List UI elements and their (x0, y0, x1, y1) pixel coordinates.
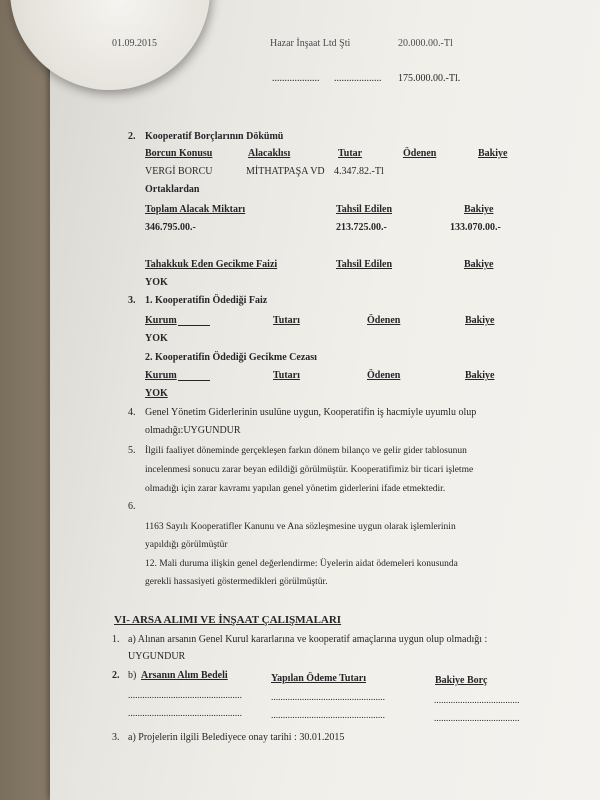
s3-header-kurum-2: Kurum (145, 370, 177, 381)
section-3-title-1: 1. Kooperatifin Ödediği Faiz (145, 295, 268, 306)
vi-item-3-number: 3. (112, 732, 120, 743)
section-4-line-1: Genel Yönetim Giderlerinin usulüne uygun, Kooperatifin iş hacmiyle uyumlu olup (145, 407, 477, 418)
t2-cell-tahsil: 213.725.00.- (336, 222, 387, 233)
s3-yok-2: YOK (145, 388, 168, 399)
vi-item-1-line-1: a) Alınan arsanın Genel Kurul kararlarına ve kooperatif amaçlarına uygun olup olmadığı : (128, 634, 488, 645)
vi-dots-r1-c1: ................................................ (128, 691, 242, 701)
s3-yok-1: YOK (145, 333, 168, 344)
section-3-title-2: 2. Kooperatifin Ödediği Gecikme Cezası (145, 352, 317, 363)
document-page (50, 0, 600, 800)
t2-header-bakiye: Bakiye (464, 204, 494, 215)
t3-header-bakiye: Bakiye (464, 259, 494, 270)
t1-header-odenen: Ödenen (403, 148, 437, 159)
t2-cell-toplam: 346.795.00.- (145, 222, 196, 233)
vi-header-bakiye-borc: Bakiye Borç (435, 675, 488, 686)
vi-dots-r2-c1: ................................................ (128, 709, 242, 719)
t1-header-borcun-konusu: Borcun Konusu (145, 148, 213, 159)
s3-header-bakiye-2: Bakiye (465, 370, 495, 381)
t3-cell-yok: YOK (145, 277, 168, 288)
t1-cell-konu: VERGİ BORCU (145, 166, 213, 177)
section-6-line-3: 12. Mali duruma ilişkin genel değerlendirme: Üyelerin aidat ödemeleri konusunda (145, 559, 458, 569)
section-6-line-2: yapıldığı görülmüştür (145, 540, 228, 550)
t1-cell-tutar: 4.347.82.-Tl (334, 166, 384, 177)
t1-header-bakiye: Bakiye (478, 148, 508, 159)
section-5-line-3: olmadığı için zarar kavramı yapılan genel yönetim giderlerini ifade etmektedir. (145, 484, 446, 494)
header-amount-2: 175.000.00.-Tl. (398, 73, 461, 84)
t2-header-tahsil-edilen: Tahsil Edilen (336, 204, 393, 215)
section-2-title: Kooperatif Borçlarının Dökümü (145, 131, 284, 142)
vi-dots-r1-c2: ................................................ (271, 693, 385, 703)
section-4-number: 4. (128, 407, 136, 418)
vi-item-2-number: 2. (112, 670, 120, 681)
vi-dots-r2-c2: ................................................ (271, 711, 385, 721)
s3-header-tutari-1: Tutarı (273, 315, 300, 326)
vi-header-alim-bedeli: Arsanın Alım Bedeli (141, 670, 228, 681)
section-2-subtitle: Ortaklardan (145, 184, 200, 195)
vi-dots-r1-c3: .................................... (434, 696, 520, 706)
s3-header-tutari-2: Tutarı (273, 370, 300, 381)
vi-item-3-text: a) Projelerin ilgili Belediyece onay tarihi : 30.01.2015 (128, 732, 345, 743)
t2-header-toplam-alacak: Toplam Alacak Miktarı (145, 204, 246, 215)
s3-header-odenen-1: Ödenen (367, 315, 401, 326)
section-5-line-2: incelenmesi sonucu zarar beyan edildiği görülmüştür. Kooperatifimiz bir ticari işletme (145, 465, 474, 475)
s3-header-bakiye-1: Bakiye (465, 315, 495, 326)
vi-item-2-prefix: b) (128, 670, 137, 681)
vi-header-odeme-tutari: Yapılan Ödeme Tutarı (271, 673, 367, 684)
header-dots-2: ................... (334, 73, 382, 84)
s3-kurum-underline-1 (178, 325, 210, 326)
t1-cell-alacakli: MİTHATPAŞA VD (246, 166, 325, 177)
header-company: Hazar İnşaat Ltd Şti (270, 38, 351, 49)
section-6-line-4: gerekli hassasiyeti göstermedikleri görülmüştür. (145, 577, 328, 587)
section-3-number: 3. (128, 295, 136, 306)
header-amount-1: 20.000.00.-Tl (398, 38, 453, 49)
header-date: 01.09.2015 (112, 38, 157, 49)
t3-header-tahsil-edilen: Tahsil Edilen (336, 259, 393, 270)
vi-item-1-number: 1. (112, 634, 120, 645)
section-2-number: 2. (128, 131, 136, 142)
section-vi-title: VI- ARSA ALIMI VE İNŞAAT ÇALIŞMALARI (114, 614, 342, 626)
section-4-line-2: olmadığı:UYGUNDUR (145, 425, 241, 436)
vi-dots-r2-c3: .................................... (434, 714, 520, 724)
section-5-number: 5. (128, 445, 136, 456)
s3-header-odenen-2: Ödenen (367, 370, 401, 381)
s3-kurum-underline-2 (178, 380, 210, 381)
section-6-number: 6. (128, 501, 136, 512)
s3-header-kurum-1: Kurum (145, 315, 177, 326)
section-5-line-1: İlgili faaliyet döneminde gerçekleşen farkın dönem bilanço ve gelir gider tablosunun (145, 446, 467, 456)
vi-item-1-line-2: UYGUNDUR (128, 651, 186, 662)
section-6-line-1: 1163 Sayılı Kooperatifler Kanunu ve Ana sözleşmesine uygun olarak işlemlerinin (145, 522, 456, 532)
header-dots-1: ................... (272, 73, 320, 84)
t1-header-alacaklisi: Alacaklısı (248, 148, 291, 159)
t3-header-gecikme-faizi: Tahakkuk Eden Gecikme Faizi (145, 259, 278, 270)
t2-cell-bakiye: 133.070.00.- (450, 222, 501, 233)
t1-header-tutar: Tutar (338, 148, 363, 159)
